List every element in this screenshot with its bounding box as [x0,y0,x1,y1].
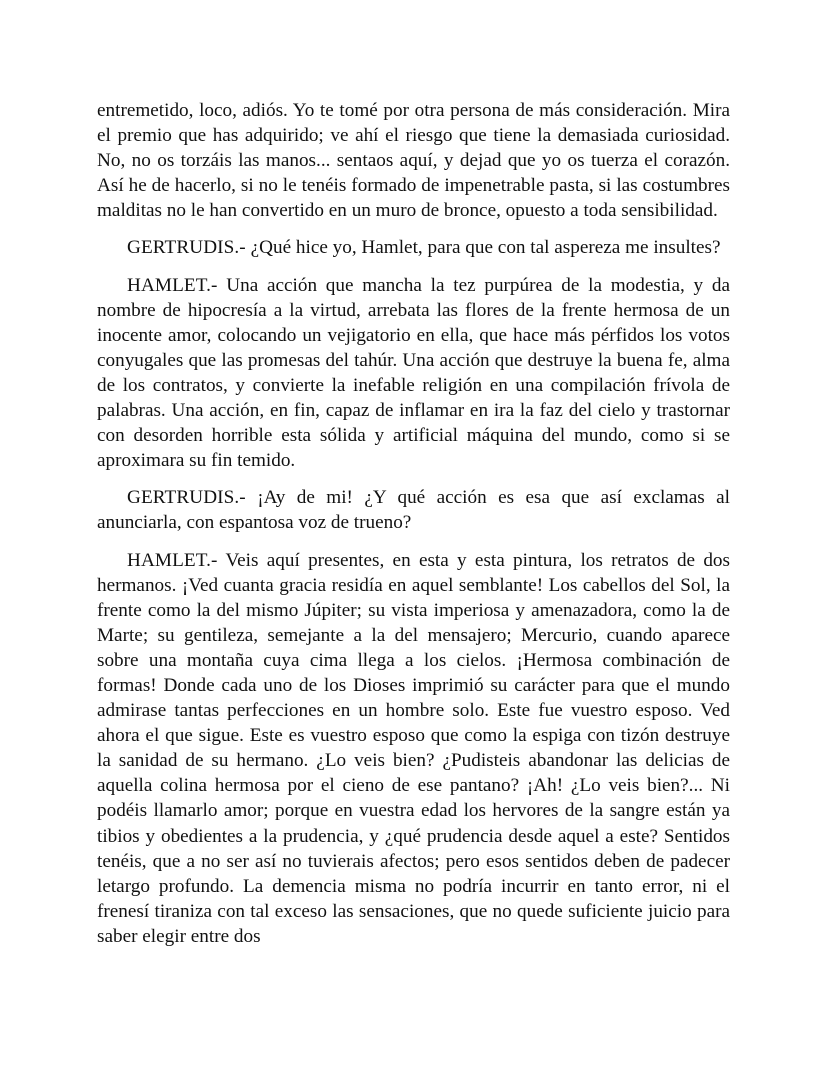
speaker-name: GERTRUDIS.- [127,237,246,259]
speaker-name: GERTRUDIS.- [127,487,246,509]
paragraph-hamlet-1 [97,273,730,474]
document-page [97,98,730,961]
paragraph-text: entremetido, loco, adiós. Yo te tomé por otra persona de más consideración. Mira el premio que has adquirido; ve ahí el riesgo que tiene la demasiada curiosidad. No, no os torzáis las manos... sentaos aquí, y dejad que yo os tuerza el corazón. Así he de hacerlo, si no le tenéis formado de impenetrable pasta, si las costumbres malditas no le han convertido en un muro de bronce, opuesto a toda sensibilidad. [97,100,730,222]
paragraph-text: Una acción que mancha la tez purpúrea de la modestia, y da nombre de hipocresía a la virtud, arrebata las flores de la frente hermosa de un inocente amor, colocando un vejigatorio en ella, que hace más pérfidos los votos conyugales que las promesas del tahúr. Una acción que destruye la buena fe, alma de los contratos, y convierte la inefable religión en una compilación frívola de palabras. Una acción, en fin, capaz de inflamar en ira la faz del cielo y trastornar con desorden horrible esta sólida y artificial máquina del mundo, como si se aproximara su fin temido. [97,274,730,472]
paragraph-gertrudis-1 [97,235,730,260]
paragraph-gertrudis-2 [97,485,730,535]
speaker-name: HAMLET.- [127,549,218,571]
paragraph-text: ¿Qué hice yo, Hamlet, para que con tal aspereza me insultes? [250,237,721,259]
paragraph-hamlet-2 [97,548,730,950]
paragraph-text: Veis aquí presentes, en esta y esta pintura, los retratos de dos hermanos. ¡Ved cuanta gracia residía en aquel semblante! Los cabellos del Sol, la frente como la del mismo Júpiter; su vista imperiosa y amenazadora, como la de Marte; su gentileza, semejante a la del mensajero; Mercurio, cuando aparece sobre una montaña cuya cima llega a los cielos. ¡Hermosa combinación de formas! Donde cada uno de los Dioses imprimió su carácter para que el mundo admirase tantas perfecciones en un hombre solo. Este fue vuestro esposo. Ved ahora el que sigue. Este es vuestro esposo que como la espiga con tizón destruye la sanidad de su hermano. ¿Lo veis bien? ¿Pudisteis abandonar las delicias de aquella colina hermosa por el cieno de ese pantano? ¡Ah! ¿Lo veis bien?... Ni podéis llamarlo amor; porque en vuestra edad los hervores de la sangre están ya tibios y obedientes a la prudencia, y ¿qué prudencia desde aquel a este? Sentidos tenéis, que a no ser así no tuvierais afectos; pero esos sentidos deben de padecer letargo profundo. La demencia misma no podría incurrir en tanto error, ni el frenesí tiraniza con tal exceso las sensaciones, que no quede suficiente juicio para saber elegir entre dos [97,549,730,947]
paragraph-continuation [97,98,730,223]
speaker-name: HAMLET.- [127,274,218,296]
paragraph-text: ¡Ay de mi! ¿Y qué acción es esa que así exclamas al anunciarla, con espantosa voz de trueno? [97,487,730,534]
